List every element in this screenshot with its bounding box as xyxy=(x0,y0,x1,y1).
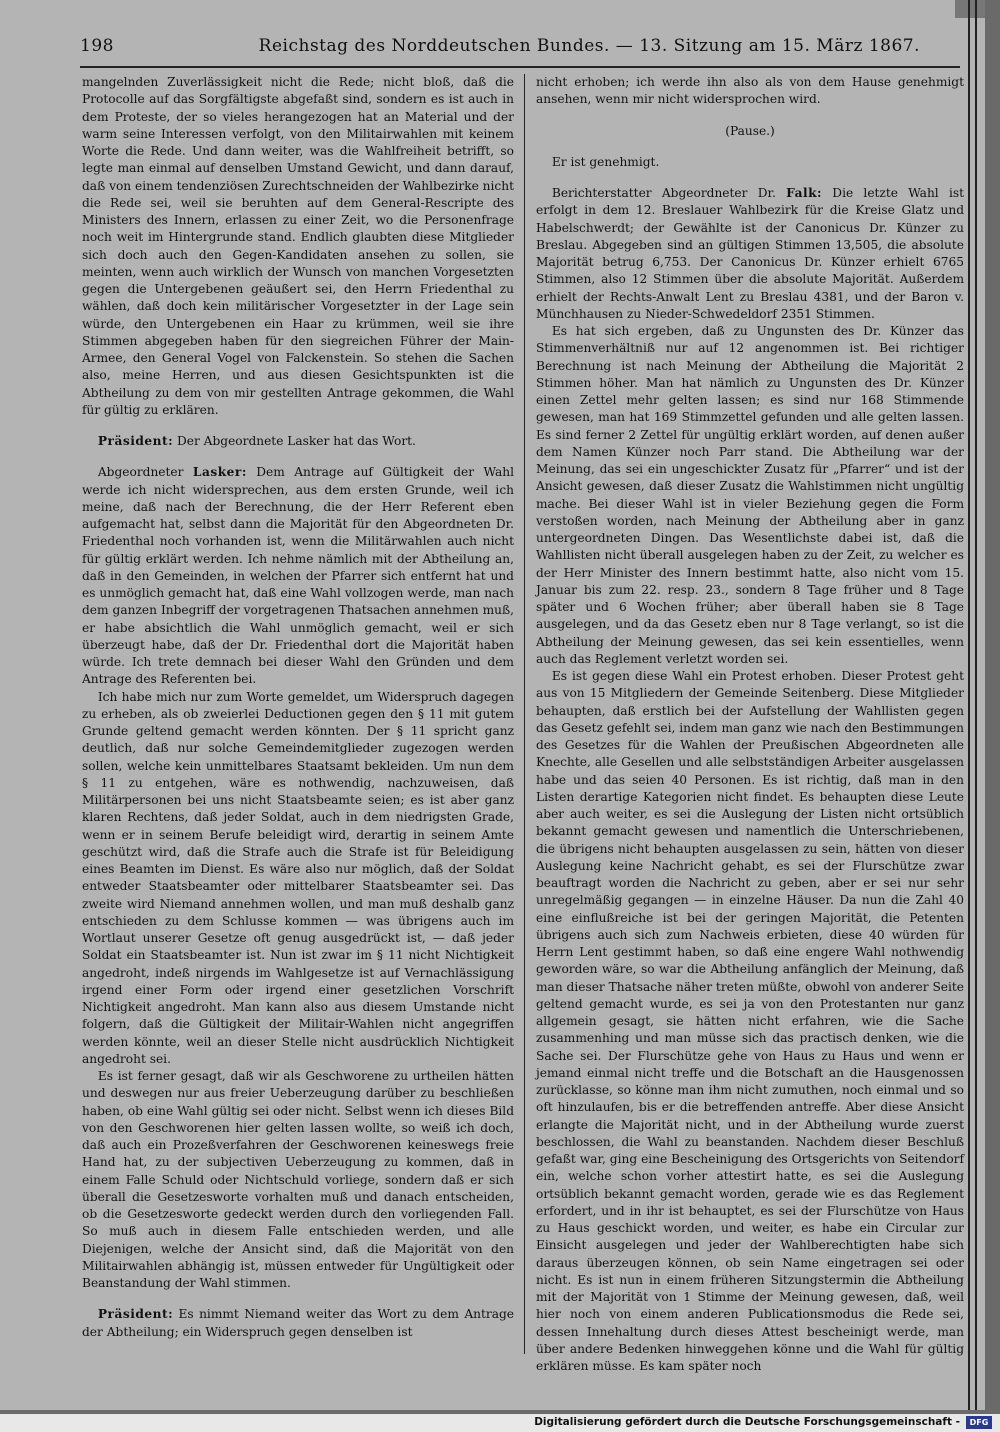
paragraph xyxy=(82,464,514,688)
dfg-logo: DFG xyxy=(966,1416,992,1429)
paragraph-text: Dem Antrage auf Gültigkeit der Wahl werde ich nicht widersprechen, aus dem ersten Grunde, weil ich meine, daß nach der Berechnung, die der Herr Referent eben aufgemacht hat, selbst dann die Majorität für den Abgeordneten Dr. Friedenthal noch vorhanden ist, wenn die Militärwahlen auch nicht für gültig erklärt werden. Ich nehme nämlich mit der Abtheilung an, daß in den Gemeinden, in welchen der Pfarrer sich entfernt hat und es unmöglich gemacht hat, daß eine Wahl vollzogen werde, man nach dem ganzen Inbegriff der vorgetragenen Thatsachen annehmen muß, er habe absichtlich die Wahl unmöglich gemacht, weil er sich überzeugt habe, daß der Dr. Friedenthal dort die Majorität haben würde. Ich trete demnach bei dieser Wahl den Gründen und dem Antrage des Referenten bei. xyxy=(82,465,514,687)
paragraph-text: (Pause.) xyxy=(725,123,775,138)
column-divider xyxy=(524,74,525,1354)
paragraph xyxy=(536,74,964,109)
paragraph-text: Es hat sich ergeben, daß zu Ungunsten des Dr. Künzer das Stimmenverhältniß nur auf 12 angenommen ist. Bei richtiger Berechnung ist nach Meinung der Abtheilung die Majorität 2 Stimmen höher. Man hat nämlich zu Ungunsten des Dr. Künzer einen Zettel mehr gelten lassen; es sind nur 168 Stimmende gewesen, man hat 169 Stimmzettel gefunden und alle gelten lassen. Es sind ferner 2 Zettel für ungültig erklärt worden, auf denen außer dem Namen Künzer noch Parr stand. Die Abtheilung war der Meinung, das sei ein ungeschickter Zusatz für „Pfarrer“ und ist der Ansicht gewesen, daß dieser Zusatz die Wahlstimmen nicht ungültig mache. Bei dieser Wahl ist in vieler Beziehung gegen die Form verstoßen worden, nach Meinung der Abtheilung aber in ganz untergeordneten Dingen. Das Wesentlichste dabei ist, daß die Wahllisten nicht überall ausgelegen haben zu der Zeit, zu welcher es der Herr Minister des Innern bestimmt hatte, also nicht vom 15. Januar bis zum 22. resp. 23., sondern 8 Tage früher und 8 Tage später und 6 Wochen früher; aber überall haben sie 8 Tage ausgelegen, und da das Gesetz eben nur 8 Tage verlangt, so ist die Abtheilung der Meinung gewesen, das sei kein essentielles, wenn auch das Reglement verletzt worden sei. xyxy=(536,324,964,666)
paragraph xyxy=(536,154,964,171)
paragraph xyxy=(536,185,964,323)
scan-corner-mark xyxy=(955,0,985,18)
paragraph xyxy=(82,1306,514,1341)
footer-bar xyxy=(0,1414,1000,1432)
paragraph-text: Es ist gegen diese Wahl ein Protest erhoben. Dieser Protest geht aus von 15 Mitgliedern der Gemeinde Seitenberg. Diese Mitglieder behaupten, daß erstlich bei der Aufstellung der Wahllisten gegen das Gesetz gefehlt sei, indem man ganz wie nach den Bestimmungen des Gesetzes für die Wahlen der Preußischen Abgeordneten alle Knechte, alle Gesellen und alle selbstständigen Arbeiter ausgelassen habe und das seien 40 Personen. Es ist richtig, daß man in den Listen derartige Kategorien nicht findet. Es behaupten diese Leute aber auch weiter, es sei die Auslegung der Listen nicht ortsüblich bekannt gemacht gewesen und namentlich die Unterschriebenen, die übrigens nicht behaupten ausgelassen zu sein, hätten von dieser Auslegung keine Nachricht gehabt, es sei der Flurschütze zwar beauftragt worden die Nachricht zu geben, aber er sei nur sehr unregelmäßig gegangen — in einzelne Häuser. Da nun die Zahl 40 eine einflußreiche ist bei der geringen Majorität, die Petenten übrigens auch sich zum Nachweis erbieten, diese 40 würden für Herrn Lent gestimmt haben, so daß eine engere Wahl nothwendig geworden wäre, so war die Abtheilung anfänglich der Meinung, daß man dieser Thatsache näher treten müßte, obwohl von anderer Seite geltend gemacht wurde, es sei ja von den Protestanten nur ganz allgemein gesagt, sie hätten nicht erfahren, wie die Sache zusammenhing und man müsse sich das practisch denken, wie die Sache sei. Der Flurschütze gehe von Haus zu Haus und wenn er jemand einmal nicht treffe und die Botschaft an die Hausgenossen zurücklasse, so könne man ihm nicht zumuthen, noch einmal und so oft hinzulaufen, bis er die betreffenden antreffe. Aber diese Ansicht erlangte die Majorität nicht, und in der Abtheilung wurde zuerst beschlossen, die Wahl zu beanstanden. Nachdem dieser Beschluß gefaßt war, ging eine Bescheinigung des Ortsgerichts von Seitendorf ein, welche schon vorher attestirt hatte, es sei die Auslegung ortsüblich bekannt gemacht worden, gerade wie es das Reglement erfordert, und in ihr ist behauptet, es sei der Flurschütze von Haus zu Haus geschickt worden, und weiter, es habe ein Circular zur Einsicht ausgelegen und jeder der Wahlberechtigten habe sich daraus überzeugen können, ob sein Name eingetragen sei oder nicht. Es ist nun in einem früheren Sitzungstermin die Abtheilung mit der Majorität von 1 Stimme der Meinung gewesen, daß, weil hier noch von einem anderen Publicationsmodus die Rede sei, dessen Innehaltung durch dieses Attest bescheinigt werde, man über andere Bedenken hinweggehen könne und die Wahl für gültig erklären müsse. Es kam später noch xyxy=(536,669,965,1373)
speaker-name: Präsident: xyxy=(97,434,174,448)
page-header xyxy=(80,36,960,62)
scan-edge-line xyxy=(968,0,970,1410)
paragraph xyxy=(82,689,514,1069)
page-number: 198 xyxy=(80,36,114,56)
paragraph-text: nicht erhoben; ich werde ihn also als von dem Hause genehmigt ansehen, wenn mir nicht widersprochen wird. xyxy=(536,75,964,107)
paragraph xyxy=(536,668,964,1375)
header-rule xyxy=(80,66,960,68)
speaker-name: Lasker: xyxy=(192,465,247,480)
running-title: Reichstag des Norddeutschen Bundes. — 13. Sitzung am 15. März 1867. xyxy=(258,36,920,56)
paragraph-text: Die letzte Wahl ist erfolgt in dem 12. Breslauer Wahlbezirk für die Kreise Glatz und Habelschwerdt; der Gewählte ist der Canonicus Dr. Künzer zu Breslau. Abgegeben sind an gültigen Stimmen 13,505, die absolute Majorität betrug 6,753. Der Canonicus Dr. Künzer erhielt 6765 Stimmen, also 12 Stimmen über die absolute Majorität. Außerdem erhielt der Rechts-Anwalt Lent zu Breslau 4381, und der Baron v. Münchhausen zu Nieder-Schwedeldorf 2351 Stimmen. xyxy=(536,186,964,321)
speaker-name: Falk: xyxy=(786,186,823,200)
paragraph xyxy=(82,433,514,450)
paragraph-text: Es ist ferner gesagt, daß wir als Geschworene zu urtheilen hätten und deswegen nur aus freier Ueberzeugung darüber zu beschließen haben, ob eine Wahl gültig sei oder nicht. Selbst wenn ich dieses Bild von den Geschworenen hier gelten lassen wollte, so weiß ich doch, daß auch ein Prozeßverfahren der Geschworenen keineswegs freie Hand hat, zu der subjectiven Ueberzeugung zu kommen, daß in einem Falle Schuld oder Nichtschuld vorliege, sondern daß er sich überall die Gesetzesworte vorhalten muß und danach entscheiden, ob die Gesetzesworte gedeckt werden durch den vorliegenden Fall. So muß auch in diesem Falle entschieden werden, und alle Diejenigen, welche der Ansicht sind, daß die Majorität von den Militairwahlen abhängig ist, müssen entweder für Ungültigkeit oder Beanstandung der Wahl stimmen. xyxy=(82,1069,514,1290)
paragraph-text: Ich habe mich nur zum Worte gemeldet, um Widerspruch dagegen zu erheben, als ob zweierlei Deductionen gegen den § 11 mit gutem Grunde geltend gemacht werden könnten. Der § 11 spricht ganz deutlich, daß nur solche Gemeindemitglieder zugezogen werden sollen, welche kein unmittelbares Staatsamt bekleiden. Um nun dem § 11 zu entgehen, wäre es nothwendig, nachzuweisen, daß Militärpersonen bei uns nicht Staatsbeamte seien; es ist aber ganz klaren Rechtens, daß jeder Soldat, auch in dem niedrigsten Grade, wenn er in seinem Berufe beleidigt wird, derartig in seinem Amte geschützt wird, daß die Strafe auch die Strafe ist für Beleidigung eines Beamten im Dienst. Es wäre also nur möglich, daß der Soldat entweder Staatsbeamter oder mittelbarer Staatsbeamter sei. Das zweite wird Niemand annehmen wollen, und man muß deshalb ganz entschieden zu dem Schlusse kommen — was übrigens auch im Wortlaut unserer Gesetze oft genug ausgedrückt ist, — daß jeder Soldat ein Staatsbeamter ist. Nun ist zwar im § 11 nicht Nichtigkeit angedroht, indeß nirgends im Wahlgesetze ist auf Vernachlässigung irgend einer Form oder irgend einer gesetzlichen Vorschrift Nichtigkeit angedroht. Man kann also aus diesem Umstande nicht folgern, daß die Gültigkeit der Militair-Wahlen nicht angegriffen werden könnte, weil an dieser Stelle nicht ausdrücklich Nichtigkeit angedroht sei. xyxy=(82,689,514,1066)
scan-edge-line xyxy=(975,0,977,1410)
right-column xyxy=(536,74,964,1375)
speaker-prefix: Berichterstatter Abgeordneter Dr. xyxy=(551,186,787,200)
speaker-prefix: Abgeordneter xyxy=(97,465,193,480)
funding-credit: Digitalisierung gefördert durch die Deutsche Forschungsgemeinschaft - xyxy=(534,1416,960,1428)
paragraph xyxy=(82,74,514,419)
paragraph-text: Der Abgeordnete Lasker hat das Wort. xyxy=(173,434,416,448)
speaker-name: Präsident: xyxy=(97,1307,174,1322)
paragraph-text: Er ist genehmigt. xyxy=(551,154,660,169)
paragraph-text: mangelnden Zuverlässigkeit nicht die Rede; nicht bloß, daß die Protocolle auf das Sorgfältigste abgefaßt sind, sondern es ist auch in dem Proteste, der so vieles herangezogen hat an Material und der warm seine Interessen verfolgt, von den Militairwahlen mit keinem Worte die Rede. Und dann weiter, was die Wahlfreiheit betrifft, so legte man einmal auf denselben Umstand Gewicht, und dann darauf, daß von einem tendenziösen Zurechtschneiden der Wahlbezirke nicht die Rede sei, weil sie beruhten auf dem General-Rescripte des Ministers des Innern, erlassen zu einer Zeit, wo die Personenfrage noch weit im Hintergrunde stand. Endlich glaubten diese Mitglieder sich doch auch den Gegen-Kandidaten ansehen zu sollen, sie meinten, wenn auch wirklich der Wunsch von manchen Vorgesetzten gegen die Untergebenen geäußert sei, den Herrn Friedenthal zu wählen, daß doch kein militärischer Vorgesetzter in der Lage sein würde, den Untergebenen ein Haar zu krümmen, weil sie ihre Stimmen abgegeben haben für den siegreichen Führer der Main-Armee, den General Vogel von Falckenstein. So stehen die Sachen also, meine Herren, und aus diesen Gesichtspunkten ist die Abtheilung zu dem von mir gestellten Antrage gekommen, die Wahl für gültig zu erklären. xyxy=(82,75,515,417)
paragraph xyxy=(536,323,964,668)
paragraph xyxy=(82,1068,514,1292)
paragraph-text: Es nimmt Niemand weiter das Wort zu dem Antrage der Abtheilung; ein Widerspruch gegen denselben ist xyxy=(82,1307,514,1339)
paragraph xyxy=(536,123,964,140)
left-column xyxy=(82,74,514,1341)
